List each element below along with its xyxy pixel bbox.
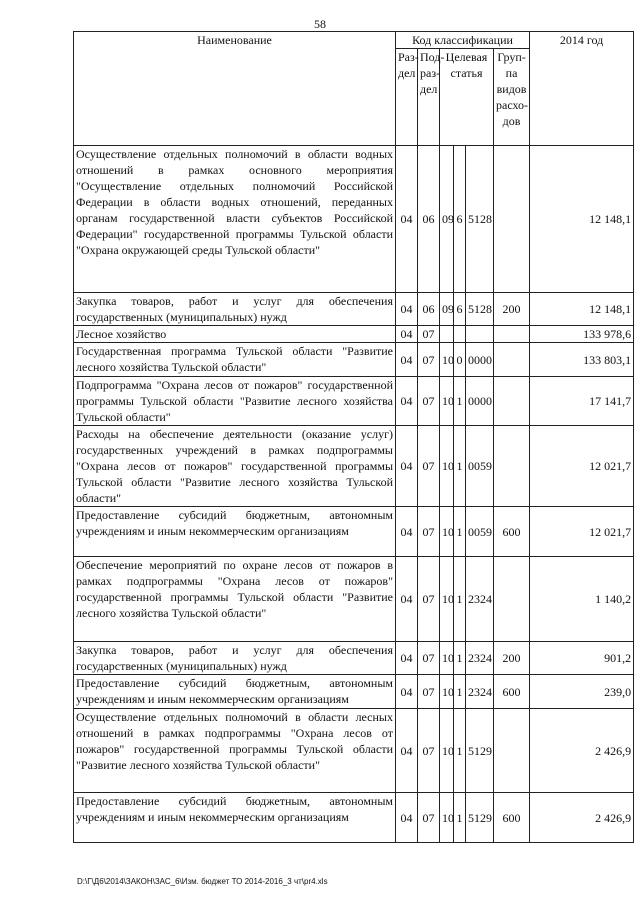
row-name: Предоставление субсидий бюджетным, автономным учреждениям и иным некоммерческим организациям bbox=[74, 793, 396, 843]
table-row bbox=[74, 326, 634, 343]
row-name: Предоставление субсидий бюджетным, автономным учреждениям и иным некоммерческим организациям bbox=[74, 507, 396, 557]
row-podrazdel: 07 bbox=[418, 709, 440, 793]
row-target-code: 2324 bbox=[466, 642, 494, 675]
row-podrazdel: 06 bbox=[418, 293, 440, 326]
row-target-program bbox=[440, 326, 454, 343]
row-target-subprogram: 1 bbox=[454, 377, 466, 426]
row-razdel: 04 bbox=[396, 426, 418, 507]
row-target-program: 09 bbox=[440, 146, 454, 293]
row-target-subprogram: 6 bbox=[454, 293, 466, 326]
row-expense-group bbox=[494, 557, 530, 642]
row-razdel: 04 bbox=[396, 557, 418, 642]
table-row bbox=[74, 507, 634, 557]
row-target-program: 10 bbox=[440, 793, 454, 843]
row-amount: 17 141,7 bbox=[530, 377, 634, 426]
row-amount: 133 803,1 bbox=[530, 343, 634, 377]
row-name: Предоставление субсидий бюджетным, автономным учреждениям и иным некоммерческим организациям bbox=[74, 675, 396, 709]
row-target-code bbox=[466, 326, 494, 343]
row-name: Осуществление отдельных полномочий в области лесных отношений в рамках подпрограммы "Охрана лесов от пожаров" государственной программы Тульской области "Развитие лесного хозяйства Тульской области" bbox=[74, 709, 396, 793]
row-name: Обеспечение мероприятий по охране лесов от пожаров в рамках подпрограммы "Охрана лесов от пожаров" государственной программы Тульской области "Развитие лесного хозяйства Тульской области" bbox=[74, 557, 396, 642]
row-amount: 2 426,9 bbox=[530, 793, 634, 843]
row-target-code: 5129 bbox=[466, 793, 494, 843]
row-target-code: 2324 bbox=[466, 675, 494, 709]
row-name: Расходы на обеспечение деятельности (оказание услуг) государственных учреждений в рамках подпрограммы "Охрана лесов от пожаров" государственной программы Тульской области "Развитие лесного хозяйства Тульской области" bbox=[74, 426, 396, 507]
row-name: Закупка товаров, работ и услуг для обеспечения государственных (муниципальных) нужд bbox=[74, 293, 396, 326]
row-amount: 2 426,9 bbox=[530, 709, 634, 793]
row-target-program: 10 bbox=[440, 507, 454, 557]
budget-table bbox=[73, 31, 634, 843]
row-target-program: 10 bbox=[440, 642, 454, 675]
header-razdel: Раз- дел bbox=[396, 49, 418, 146]
table-row bbox=[74, 426, 634, 507]
row-target-program: 10 bbox=[440, 675, 454, 709]
row-target-subprogram: 1 bbox=[454, 426, 466, 507]
row-expense-group: 600 bbox=[494, 675, 530, 709]
row-expense-group: 600 bbox=[494, 507, 530, 557]
row-target-program: 10 bbox=[440, 377, 454, 426]
row-target-subprogram bbox=[454, 326, 466, 343]
row-expense-group: 200 bbox=[494, 642, 530, 675]
row-target-program: 10 bbox=[440, 343, 454, 377]
row-target-subprogram: 1 bbox=[454, 709, 466, 793]
header-podrazdel: Под- раз- дел bbox=[418, 49, 440, 146]
table-row bbox=[74, 793, 634, 843]
table-row bbox=[74, 557, 634, 642]
row-target-subprogram: 1 bbox=[454, 557, 466, 642]
row-target-code: 0000 bbox=[466, 343, 494, 377]
row-amount: 1 140,2 bbox=[530, 557, 634, 642]
row-target-code: 0059 bbox=[466, 507, 494, 557]
header-name: Наименование bbox=[74, 32, 396, 146]
row-target-subprogram: 1 bbox=[454, 793, 466, 843]
row-razdel: 04 bbox=[396, 642, 418, 675]
row-expense-group: 200 bbox=[494, 293, 530, 326]
row-podrazdel: 07 bbox=[418, 675, 440, 709]
row-podrazdel: 07 bbox=[418, 793, 440, 843]
row-target-code: 2324 bbox=[466, 557, 494, 642]
row-amount: 12 021,7 bbox=[530, 507, 634, 557]
row-razdel: 04 bbox=[396, 709, 418, 793]
row-amount: 12 148,1 bbox=[530, 146, 634, 293]
row-name: Закупка товаров, работ и услуг для обеспечения государственных (муниципальных) нужд bbox=[74, 642, 396, 675]
row-target-program: 10 bbox=[440, 426, 454, 507]
table-row bbox=[74, 642, 634, 675]
row-expense-group bbox=[494, 377, 530, 426]
header-target: Целевая статья bbox=[440, 49, 494, 146]
row-expense-group bbox=[494, 343, 530, 377]
row-expense-group bbox=[494, 709, 530, 793]
row-podrazdel: 07 bbox=[418, 507, 440, 557]
row-name: Подпрограмма "Охрана лесов от пожаров" государственной программы Тульской области "Развитие лесного хозяйства Тульской области" bbox=[74, 377, 396, 426]
row-podrazdel: 07 bbox=[418, 377, 440, 426]
row-target-code: 5128 bbox=[466, 293, 494, 326]
row-amount: 133 978,6 bbox=[530, 326, 634, 343]
row-target-subprogram: 1 bbox=[454, 675, 466, 709]
row-razdel: 04 bbox=[396, 507, 418, 557]
header-year: 2014 год bbox=[530, 32, 634, 146]
row-amount: 901,2 bbox=[530, 642, 634, 675]
row-name: Осуществление отдельных полномочий в области водных отношений в рамках основного мероприятия "Осуществление отдельных полномочий Российской Федерации в области водных отношений, переданных органам государственной власти субъектов Российской Федерации" государственной программы Тульской области "Охрана окружающей среды Тульской области" bbox=[74, 146, 396, 293]
row-target-subprogram: 6 bbox=[454, 146, 466, 293]
header-group: Груп- па видов расхо- дов bbox=[494, 49, 530, 146]
table-row bbox=[74, 709, 634, 793]
row-razdel: 04 bbox=[396, 326, 418, 343]
table-row bbox=[74, 343, 634, 377]
row-amount: 12 148,1 bbox=[530, 293, 634, 326]
row-target-program: 10 bbox=[440, 557, 454, 642]
row-target-subprogram: 0 bbox=[454, 343, 466, 377]
row-razdel: 04 bbox=[396, 377, 418, 426]
row-podrazdel: 07 bbox=[418, 642, 440, 675]
row-expense-group: 600 bbox=[494, 793, 530, 843]
row-expense-group bbox=[494, 426, 530, 507]
row-target-code: 0000 bbox=[466, 377, 494, 426]
row-target-code: 5129 bbox=[466, 709, 494, 793]
row-razdel: 04 bbox=[396, 675, 418, 709]
row-podrazdel: 07 bbox=[418, 426, 440, 507]
row-expense-group bbox=[494, 146, 530, 293]
row-name: Лесное хозяйство bbox=[74, 326, 396, 343]
row-target-subprogram: 1 bbox=[454, 642, 466, 675]
row-podrazdel: 06 bbox=[418, 146, 440, 293]
row-expense-group bbox=[494, 326, 530, 343]
row-amount: 12 021,7 bbox=[530, 426, 634, 507]
row-target-program: 09 bbox=[440, 293, 454, 326]
page-number: 58 bbox=[314, 17, 326, 31]
table-row bbox=[74, 146, 634, 293]
row-podrazdel: 07 bbox=[418, 326, 440, 343]
row-razdel: 04 bbox=[396, 293, 418, 326]
row-podrazdel: 07 bbox=[418, 343, 440, 377]
row-name: Государственная программа Тульской области "Развитие лесного хозяйства Тульской области" bbox=[74, 343, 396, 377]
row-target-code: 0059 bbox=[466, 426, 494, 507]
row-target-code: 5128 bbox=[466, 146, 494, 293]
table-row bbox=[74, 377, 634, 426]
row-target-program: 10 bbox=[440, 709, 454, 793]
row-podrazdel: 07 bbox=[418, 557, 440, 642]
row-target-subprogram: 1 bbox=[454, 507, 466, 557]
row-razdel: 04 bbox=[396, 343, 418, 377]
header-code-group: Код классификации bbox=[396, 32, 530, 49]
table-row bbox=[74, 675, 634, 709]
row-razdel: 04 bbox=[396, 793, 418, 843]
row-razdel: 04 bbox=[396, 146, 418, 293]
table-row bbox=[74, 293, 634, 326]
file-path-footer: D:\Г\Д6\2014\ЗАКОН\ЗАС_6\Изм. бюджет ТО 2014-2016_3 чт\pr4.xls bbox=[77, 877, 328, 886]
row-amount: 239,0 bbox=[530, 675, 634, 709]
